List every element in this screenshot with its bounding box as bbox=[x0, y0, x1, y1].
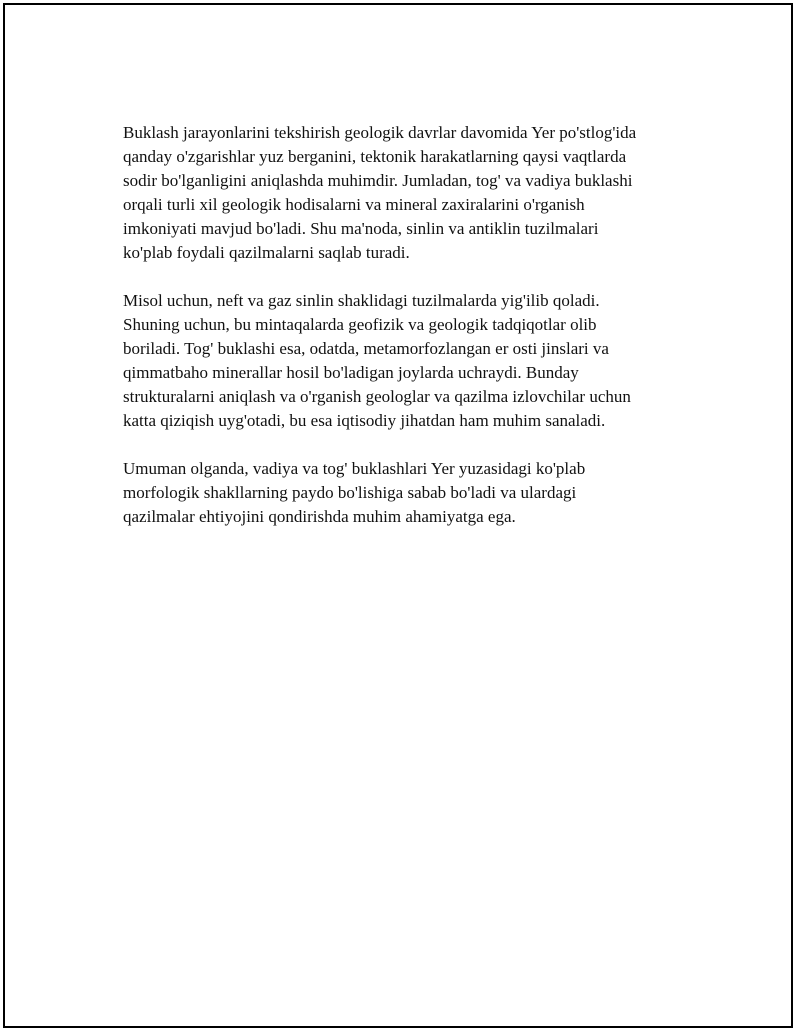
paragraph-2: Misol uchun, neft va gaz sinlin shaklidagi tuzilmalarda yig'ilib qoladi. Shuning uchun, bu mintaqalarda geofizik va geologik tadqiqotlar olib boriladi. Tog' buklashi esa, odatda, metamorfozlangan er osti jinslari va qimmatbaho minerallar hosil bo'ladigan joylarda uchraydi. Bunday strukturalarni aniqlash va o'rganish geologlar va qazilma izlovchilar uchun katta qiziqish uyg'otadi, bu esa iqtisodiy jihatdan ham muhim sanaladi. bbox=[123, 291, 631, 430]
paragraph-3: Umuman olganda, vadiya va tog' buklashlari Yer yuzasidagi ko'plab morfologik shakllarning paydo bo'lishiga sabab bo'ladi va ulardagi qazilmalar ehtiyojini qondirishda muhim ahamiyatga ega. bbox=[123, 459, 586, 526]
document-body bbox=[123, 121, 703, 553]
paragraph-1: Buklash jarayonlarini tekshirish geologik davrlar davomida Yer po'stlog'ida qanday o'zgarishlar yuz berganini, tektonik harakatlarning qaysi vaqtlarda sodir bo'lganligini aniqlashda muhimdir. Jumladan, tog' va vadiya buklashi orqali turli xil geologik hodisalarni va mineral zaxiralarini o'rganish imkoniyati mavjud bo'ladi. Shu ma'noda, sinlin va antiklin tuzilmalari ko'plab foydali qazilmalarni saqlab turadi. bbox=[123, 123, 637, 262]
page-frame bbox=[3, 3, 793, 1028]
